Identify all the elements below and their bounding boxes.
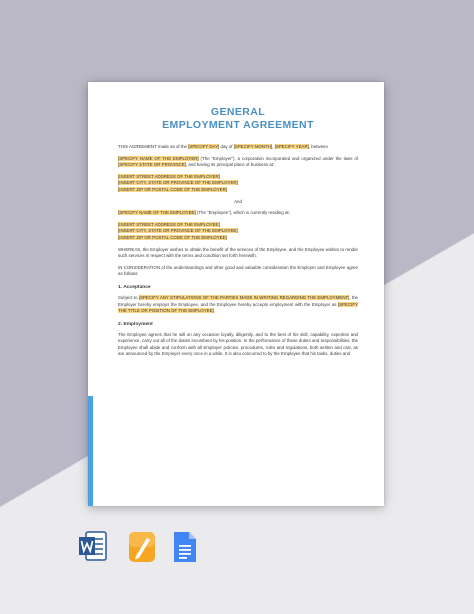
acceptance-text: . xyxy=(213,308,215,314)
document-preview xyxy=(88,82,384,506)
employee-address-block xyxy=(118,222,358,242)
employer-street: [INSERT STREET ADDRESS OF THE EMPLOYER] xyxy=(118,173,220,179)
intro-text: , between xyxy=(308,144,328,149)
intro-paragraph xyxy=(118,144,358,151)
document-content xyxy=(118,106,358,363)
section-acceptance-heading: 1. Acceptance xyxy=(118,284,151,290)
intro-text: , xyxy=(272,144,275,149)
word-icon[interactable] xyxy=(78,530,108,564)
placeholder-employee-name: [SPECIFY NAME OF THE EMPLOYEE] xyxy=(118,210,196,216)
document-title-line1: GENERAL xyxy=(210,106,266,118)
placeholder-year: [SPECIFY YEAR] xyxy=(274,144,309,149)
and-text: And xyxy=(234,198,242,204)
acceptance-paragraph xyxy=(118,295,358,315)
employer-text: (The “Employer”), a corporation incorporated and organized under the laws of xyxy=(198,155,358,161)
acceptance-text: , the Employer hereby employs the Employee, and the Employee hereby accepts employment with the Employer as xyxy=(118,294,359,307)
employer-zip: [INSERT ZIP OR POSTAL CODE OF THE EMPLOYER] xyxy=(118,186,227,192)
intro-text: day of xyxy=(219,144,234,149)
employee-zip: [INSERT ZIP OR POSTAL CODE OF THE EMPLOYEE] xyxy=(118,234,227,240)
employer-address-block xyxy=(118,174,358,194)
intro-text: THIS AGREEMENT made as of the xyxy=(118,144,189,149)
whereas-paragraph: WHEREAS, the Employer wishes to obtain the benefit of the services of the Employee, and the Employee wishes to render such services in respect with the terms and condition set forth herewith. xyxy=(118,246,358,259)
acceptance-text: Subject to xyxy=(118,294,139,300)
accent-bar xyxy=(88,396,93,506)
app-icons-row xyxy=(0,530,474,570)
employee-street: [INSERT STREET ADDRESS OF THE EMPLOYEE] xyxy=(118,221,220,227)
consideration-paragraph: IN CONSIDERATION of the understandings and other good and valuable consideration the Employer and Employee agree as follows: xyxy=(118,264,358,277)
pages-icon[interactable] xyxy=(127,530,157,564)
employee-text: (The “Employee”), which is currently residing at: xyxy=(195,210,290,216)
placeholder-month: [SPECIFY MONTH] xyxy=(233,144,273,149)
employer-city: [INSERT CITY, STATE OR PROVINCE OF THE EMPLOYER] xyxy=(118,180,238,186)
placeholder-state: [SPECIFY STATE OR PROVINCE] xyxy=(118,162,186,168)
employer-text: , and having its principal place of business at: xyxy=(185,162,275,168)
employee-paragraph xyxy=(118,210,358,217)
google-docs-icon[interactable] xyxy=(170,530,200,564)
placeholder-title: [SPECIFY THE TITLE OR POSITION OF THE EMPLOYEE] xyxy=(118,301,358,314)
placeholder-stipulations: [SPECIFY ANY STIPULATIONS OF THE PARTIES MADE IN WRITING REGARDING THE EMPLOYMENT] xyxy=(138,294,350,300)
section-employment-heading: 2. Employment xyxy=(118,321,153,327)
placeholder-day: [SPECIFY DAY] xyxy=(188,144,220,149)
placeholder-employer-name: [SPECIFY NAME OF THE EMPLOYER] xyxy=(118,155,199,161)
employment-paragraph: The Employee agrees that he will on any occasion loyally, diligently, and to the best of his skill, capability, expertise and experience, carry out all of the duties incumbent by his position. In the performance of these duties and responsibilities, the Employee shall abide and conform with all Employer policies, procedures, rules and regulations, both written and oral, as are announced by the Employer every once in a while. It is also concurred to by the Employee that his tasks, duties and xyxy=(118,331,358,357)
employee-city: [INSERT CITY, STATE OR PROVINCE OF THE EMPLOYEE] xyxy=(118,228,238,234)
employer-paragraph xyxy=(118,156,358,169)
document-title-line2: EMPLOYMENT AGREEMENT xyxy=(162,119,314,131)
